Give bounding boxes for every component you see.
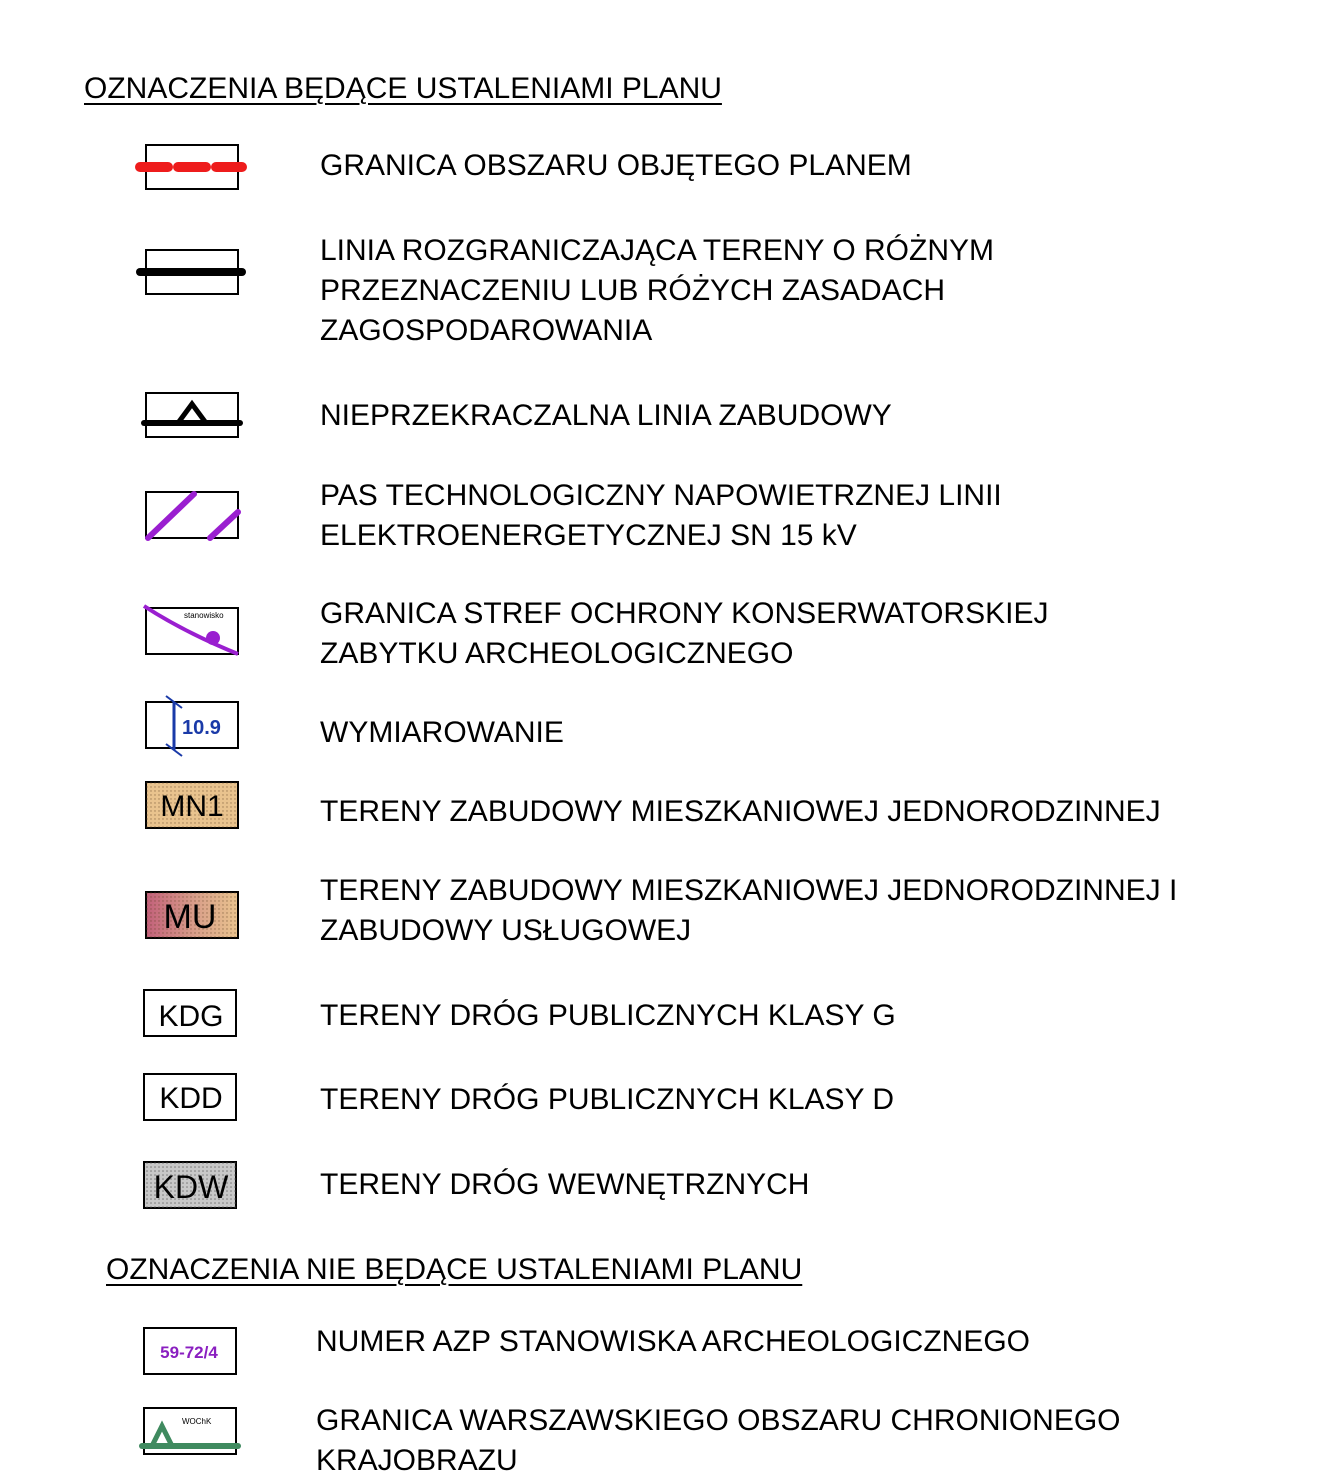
legend-item-dividing-line xyxy=(320,231,994,351)
legend-text: GRANICA WARSZAWSKIEGO OBSZARU CHRONIONEGO xyxy=(316,1404,1121,1437)
dimension-symbol xyxy=(138,696,244,756)
section-heading-binding: OZNACZENIA BĘDĄCE USTALENIAMI PLANU xyxy=(84,72,722,105)
mn1-zone-symbol xyxy=(138,778,244,832)
symbol-label: KDD xyxy=(159,1082,223,1115)
kdw-zone-symbol xyxy=(138,1158,244,1214)
legend-text: NIEPRZEKRACZALNA LINIA ZABUDOWY xyxy=(320,399,892,432)
symbol-label: stanowisko xyxy=(184,611,224,620)
symbol-label: 59-72/4 xyxy=(160,1343,218,1362)
legend-item-wochk-boundary xyxy=(316,1401,1121,1481)
symbol-label: 10.9 xyxy=(182,717,221,739)
symbol-label: MN1 xyxy=(160,790,224,823)
legend-text: ZABUDOWY USŁUGOWEJ xyxy=(320,914,692,947)
legend-text: TERENY DRÓG PUBLICZNYCH KLASY G xyxy=(320,999,896,1032)
legend-item-kdg xyxy=(320,996,896,1036)
legend-text: KRAJOBRAZU xyxy=(316,1444,518,1477)
legend-text: LINIA ROZGRANICZAJĄCA TERENY O RÓŻNYM xyxy=(320,234,995,267)
heritage-zone-symbol xyxy=(138,602,244,660)
legend-text: TERENY ZABUDOWY MIESZKANIOWEJ JEDNORODZINNEJ I xyxy=(320,874,1178,907)
legend-item-kdw xyxy=(320,1165,809,1205)
building-line-symbol xyxy=(138,390,244,442)
wochk-boundary-symbol xyxy=(138,1402,244,1458)
legend-text: GRANICA OBSZARU OBJĘTEGO PLANEM xyxy=(320,149,912,182)
legend-text: PRZEZNACZENIU LUB RÓŻYCH ZASADACH xyxy=(320,274,946,307)
legend-item-building-line xyxy=(320,396,892,436)
kdg-zone-symbol xyxy=(138,986,244,1042)
power-line-strip-symbol xyxy=(138,488,244,544)
legend-text: ZABYTKU ARCHEOLOGICZNEGO xyxy=(320,637,794,670)
legend-text: TERENY ZABUDOWY MIESZKANIOWEJ JEDNORODZINNEJ xyxy=(320,795,1161,828)
symbol-label: KDG xyxy=(158,1000,224,1033)
legend-text: ELEKTROENERGETYCZNEJ SN 15 kV xyxy=(320,519,857,552)
legend-item-mu xyxy=(320,871,1177,951)
symbol-label: KDW xyxy=(153,1169,229,1205)
legend-text: WYMIAROWANIE xyxy=(320,716,564,749)
legend-text: TERENY DRÓG PUBLICZNYCH KLASY D xyxy=(320,1083,895,1116)
legend-item-azp-number xyxy=(316,1322,1030,1362)
azp-number-symbol xyxy=(138,1322,244,1380)
legend-item-heritage-zone xyxy=(320,594,1048,674)
legend-item-kdd xyxy=(320,1080,894,1120)
legend-item-power-line-strip xyxy=(320,476,1002,556)
legend-text: ZAGOSPODAROWANIA xyxy=(320,314,653,347)
legend-item-plan-boundary xyxy=(320,146,912,186)
dividing-line-symbol xyxy=(138,246,244,300)
legend-item-dimension xyxy=(320,713,564,753)
legend-text: TERENY DRÓG WEWNĘTRZNYCH xyxy=(320,1168,810,1201)
kdd-zone-symbol xyxy=(138,1070,244,1126)
mu-zone-symbol xyxy=(138,888,244,944)
symbol-label: MU xyxy=(163,898,217,936)
legend-text: NUMER AZP STANOWISKA ARCHEOLOGICZNEGO xyxy=(316,1325,1031,1358)
plan-boundary-symbol xyxy=(138,142,244,194)
legend-text: PAS TECHNOLOGICZNY NAPOWIETRZNEJ LINII xyxy=(320,479,1002,512)
section-heading-non-binding: OZNACZENIA NIE BĘDĄCE USTALENIAMI PLANU xyxy=(106,1253,803,1286)
legend-item-mn1 xyxy=(320,792,1161,832)
legend-text: GRANICA STREF OCHRONY KONSERWATORSKIEJ xyxy=(320,597,1049,630)
symbol-label: WOChK xyxy=(182,1417,212,1426)
